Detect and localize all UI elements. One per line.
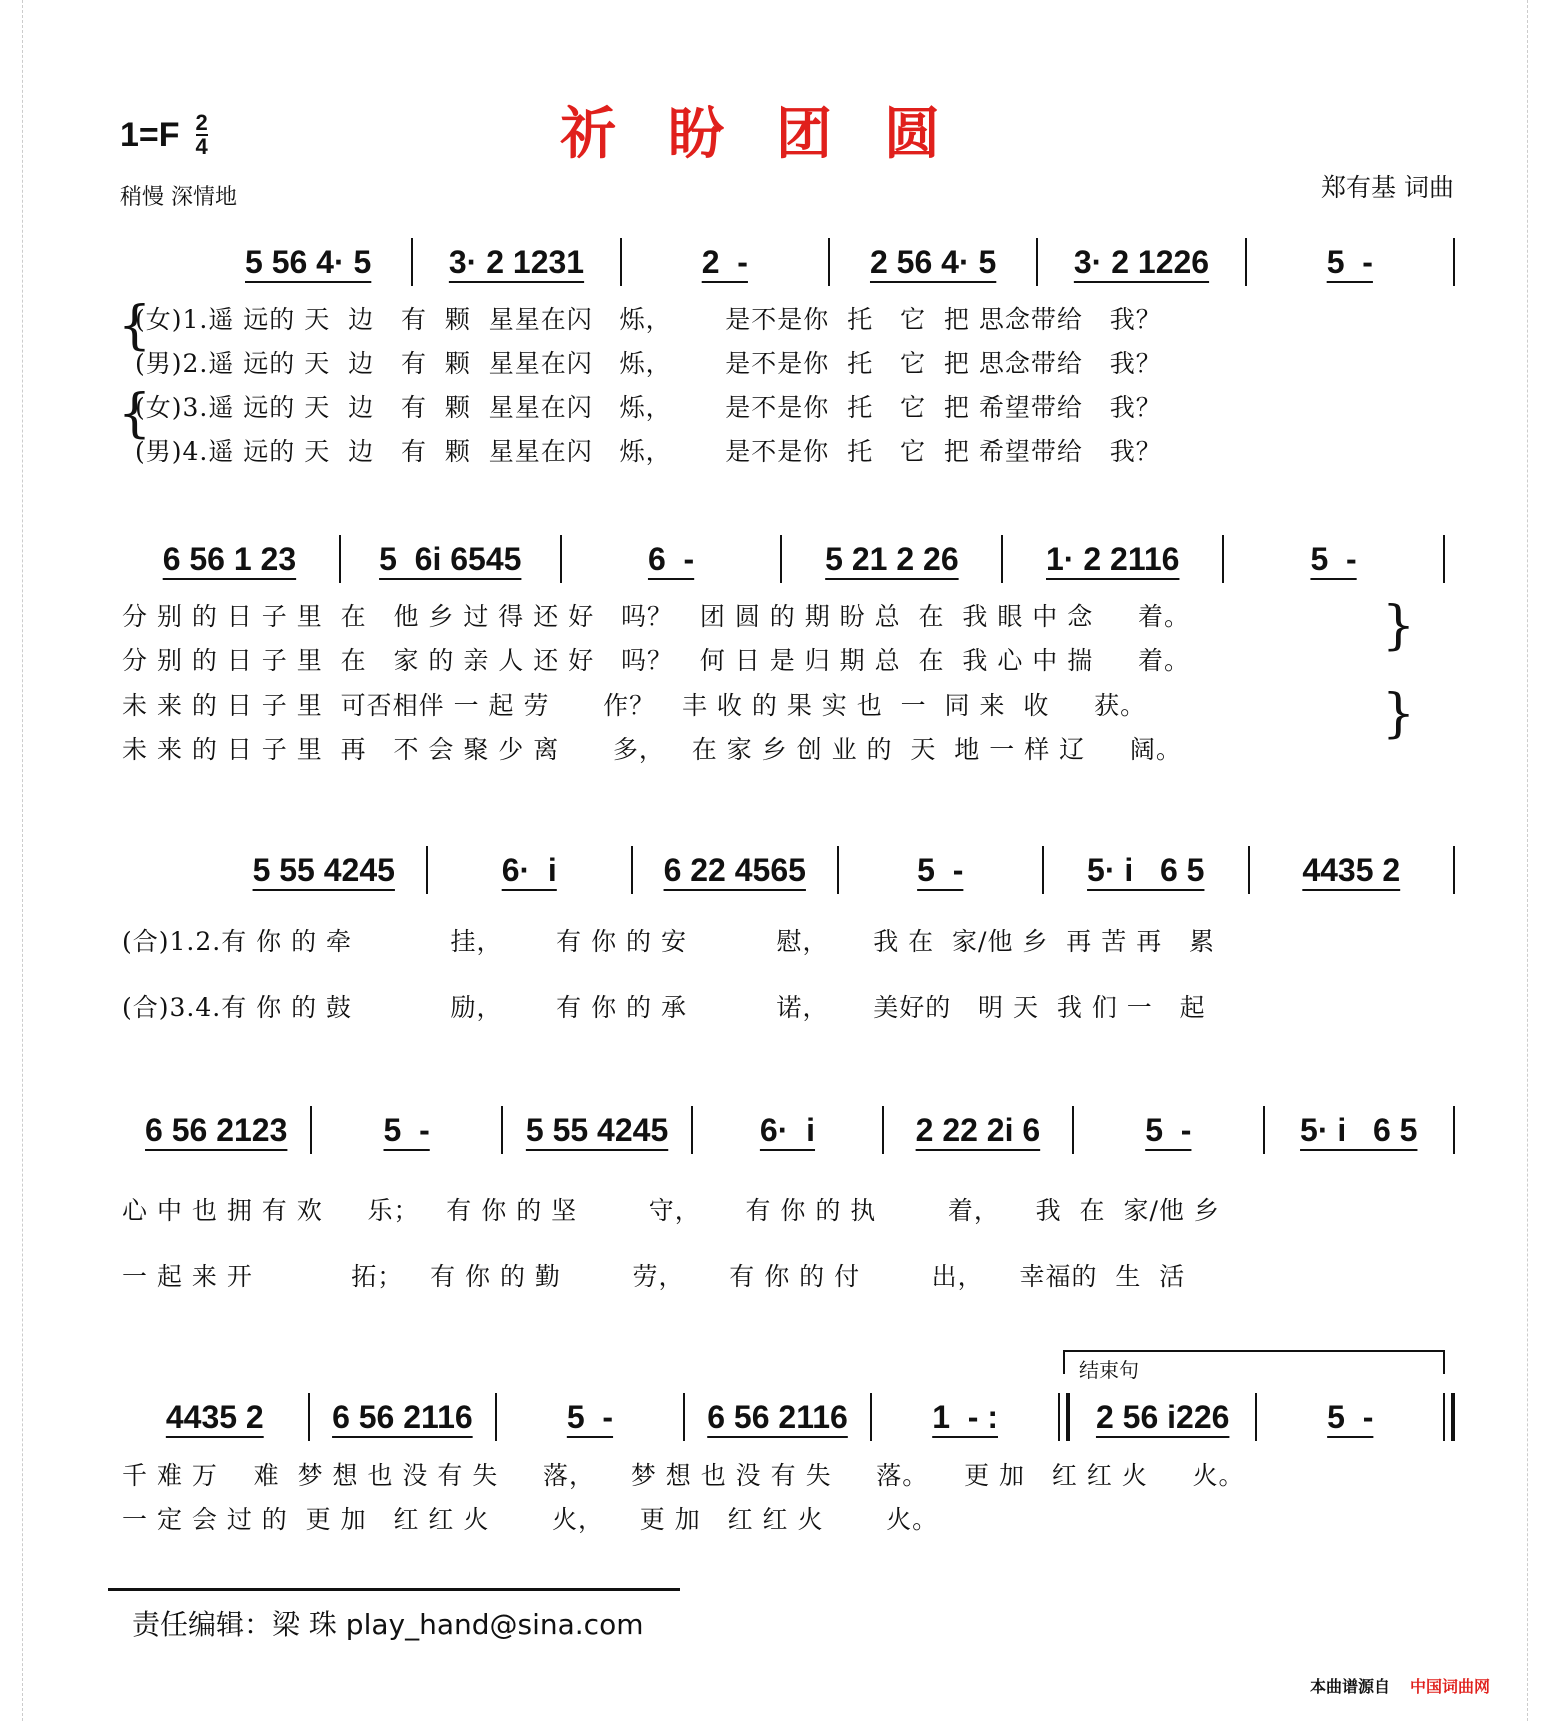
verse-brace: } xyxy=(1382,596,1416,656)
measure: 4435 2 xyxy=(1302,851,1401,888)
composer-credit: 郑有基 词曲 xyxy=(1321,173,1454,202)
measure: 5 56 4· 5 xyxy=(245,243,372,280)
right-margin-strip xyxy=(1527,0,1550,1721)
measure: 5· i 6 5 xyxy=(1087,851,1205,888)
lyric-line: 一 起 来 开 拓； 有 你 的 勤 劳， 有 你 的 付 出， 幸福的 生 活 xyxy=(122,1262,1186,1291)
lyric-line: (合)1.2.有 你 的 牵 挂， 有 你 的 安 慰， 我 在 家/他 乡 再 苦 再 累 xyxy=(122,927,1216,956)
measure: 5 21 2 26 xyxy=(825,540,959,577)
measure: 6· i xyxy=(759,1111,816,1148)
measure: 2 - xyxy=(701,243,748,280)
bar-line xyxy=(1453,238,1455,286)
measure: 6 22 4565 xyxy=(663,851,806,888)
notation-line xyxy=(222,844,1455,896)
editor-credit: 责任编辑：梁 珠 play_hand@sina.com xyxy=(132,1608,644,1641)
verse-brace: } xyxy=(1382,684,1416,744)
time-signature: $\frac{2}{4}$ xyxy=(195,110,208,159)
key-label: 1=F xyxy=(120,115,180,154)
measure: 6 - xyxy=(647,540,695,577)
key-signature xyxy=(120,112,208,158)
lyric-line: (女)1.遥 远的 天 边 有 颗 星星在闪 烁， 是不是你 托 它 把 思念带给 我？ xyxy=(135,305,1162,334)
measure: 6 56 2123 xyxy=(145,1111,288,1148)
measure: 5 - xyxy=(1145,1111,1192,1148)
measure: 5 55 4245 xyxy=(252,851,395,888)
lyric-line: (女)3.遥 远的 天 边 有 颗 星星在闪 烁， 是不是你 托 它 把 希望带给 我？ xyxy=(135,393,1162,422)
verse-brace: { xyxy=(118,384,152,444)
measure: 6 56 2116 xyxy=(332,1398,473,1435)
lyric-line: (男)2.遥 远的 天 边 有 颗 星星在闪 烁， 是不是你 托 它 把 思念带给 我？ xyxy=(135,349,1162,378)
lyric-line: 分 别 的 日 子 里 在 他 乡 过 得 还 好 吗？ 团 圆 的 期 盼 总 在 我 眼 中 念 着。 xyxy=(122,602,1190,631)
verse-brace: { xyxy=(118,296,152,356)
song-title: 祈盼团圆 xyxy=(560,102,992,167)
measure: 5 - xyxy=(917,851,964,888)
lyric-line: (合)3.4.有 你 的 鼓 励， 有 你 的 承 诺， 美好的 明 天 我 们 一 起 xyxy=(122,993,1206,1022)
lyric-line: (男)4.遥 远的 天 边 有 颗 星星在闪 烁， 是不是你 托 它 把 希望带给 我？ xyxy=(135,437,1162,466)
lyric-line: 一 定 会 过 的 更 加 红 红 火 火， 更 加 红 红 火 火。 xyxy=(122,1505,939,1534)
bar-line xyxy=(1443,1393,1455,1441)
bar-line xyxy=(1453,846,1455,894)
measure: 5 - xyxy=(1326,243,1373,280)
notation-line xyxy=(205,236,1455,288)
measure: 4435 2 xyxy=(165,1398,264,1435)
notation-line xyxy=(122,1391,1455,1443)
lyric-line: 分 别 的 日 子 里 在 家 的 亲 人 还 好 吗？ 何 日 是 归 期 总 在 我 心 中 揣 着。 xyxy=(122,646,1190,675)
footer-divider xyxy=(108,1588,680,1591)
measure: 1· 2 2116 xyxy=(1046,540,1180,577)
bar-line xyxy=(1443,535,1445,583)
notation-line xyxy=(122,1104,1455,1156)
measure: 1 - : xyxy=(932,1398,998,1435)
ending-bracket xyxy=(1063,1350,1445,1382)
lyric-line: 心 中 也 拥 有 欢 乐； 有 你 的 坚 守， 有 你 的 执 着， 我 在 家/他 乡 xyxy=(122,1196,1220,1225)
tempo-marking: 稍慢 深情地 xyxy=(120,185,237,210)
source-brand-link[interactable]: 中国词曲网 xyxy=(1409,1677,1490,1696)
measure: 3· 2 1226 xyxy=(1073,243,1210,280)
measure: 5 6i 6545 xyxy=(379,540,522,577)
measure: 5 55 4245 xyxy=(525,1111,669,1148)
left-margin-strip xyxy=(0,0,23,1721)
measure: 5 - xyxy=(383,1111,430,1148)
measure: 2 22 2i 6 xyxy=(915,1111,1041,1148)
bar-line xyxy=(1058,1393,1070,1441)
measure: 5 - xyxy=(566,1398,614,1435)
bar-line xyxy=(1453,1106,1455,1154)
measure: 2 56 4· 5 xyxy=(869,243,997,280)
measure: 6 56 1 23 xyxy=(162,540,297,577)
measure: 6 56 2116 xyxy=(707,1398,848,1435)
notation-line xyxy=(120,533,1445,585)
lyric-line: 未 来 的 日 子 里 可否相伴 一 起 劳 作？ 丰 收 的 果 实 也 一 同 来 收 获。 xyxy=(122,691,1147,720)
ending-label: 结束句 xyxy=(1079,1358,1139,1382)
measure: 2 56 i226 xyxy=(1095,1398,1230,1435)
measure: 6· i xyxy=(501,851,557,888)
measure: 5 - xyxy=(1327,1398,1374,1435)
lyric-line: 未 来 的 日 子 里 再 不 会 聚 少 离 多， 在 家 乡 创 业 的 天 地 一 样 辽 阔。 xyxy=(122,735,1182,764)
measure: 3· 2 1231 xyxy=(448,243,585,280)
measure: 5· i 6 5 xyxy=(1300,1111,1418,1148)
measure: 5 - xyxy=(1310,540,1357,577)
source-credit: 本曲谱源自 中国词曲网 xyxy=(1309,1677,1490,1696)
lyric-line: 千 难 万 难 梦 想 也 没 有 失 落， 梦 想 也 没 有 失 落。 更 加 红 红 火 火。 xyxy=(122,1461,1245,1490)
